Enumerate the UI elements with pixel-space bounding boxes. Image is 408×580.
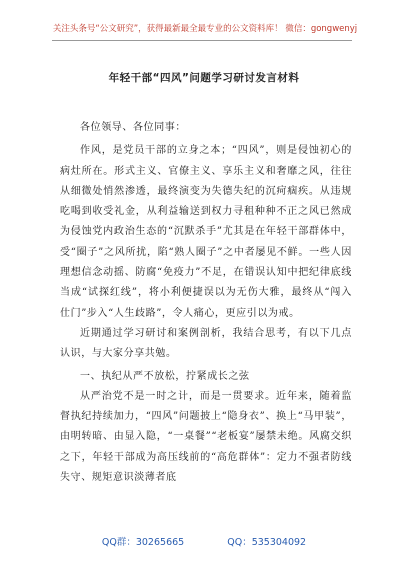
paragraph-2: 近期通过学习研讨和案例剖析，我结合思考，有以下几点认识，与大家分享共勉。 — [60, 327, 352, 360]
footer — [0, 534, 408, 548]
header-notice: 关注头条号“公文研究”，获得最新最全最专业的公文资料库！ 微信：gongwenyj — [52, 24, 358, 34]
paragraph-1: 作风，是党员干部的立身之本；“四风”，则是侵蚀初心的病灶所在。形式主义、官僚主义、享乐主义和奢靡之风，往往从细微处悄然渗透，最终演变为失德失纪的沉疴痼疾。从违规吃喝到收受礼金，从利益输送到权力寻租种种不正之风已然成为侵蚀党内政治生态的“沉默杀手”尤其是在年轻干部群体中，受“圈子”之风所扰，陷“熟人圈子”之中者屡见不鲜。一些人因理想信念动摇、防腐“免疫力”不足，在错误认知中把纪律底线当成“试探红线”，将小利便捷误以为无伤大雅，最终从“闯入仕门”步入“人生歧路”，令人痛心，更应引以为戒。 — [60, 145, 352, 319]
paragraph-3: 从严治党不是一时之计，而是一贯要求。近年来，随着监督执纪持续加力，“四风”问题披上“隐身衣”、换上“马甲装”，由明转暗、由显入隐，“一桌餐”“老板宴”屡禁未绝。风腐交织之下，年轻干部成为高压线前的“高危群体”：定力不强者防线失守、规矩意识淡薄者底 — [60, 390, 352, 484]
section-heading-1: 一、执纪从严不放松，拧紧成长之弦 — [80, 370, 250, 382]
footer-qq-group: QQ群：30265665 — [101, 537, 185, 548]
document-title: 年轻干部“四风”问题学习研讨发言材料 — [108, 72, 300, 84]
salutation: 各位领导、各位同事： — [80, 122, 186, 133]
document-body — [60, 118, 352, 488]
footer-qq: QQ：535304092 — [227, 537, 307, 548]
header-divider — [52, 40, 352, 41]
